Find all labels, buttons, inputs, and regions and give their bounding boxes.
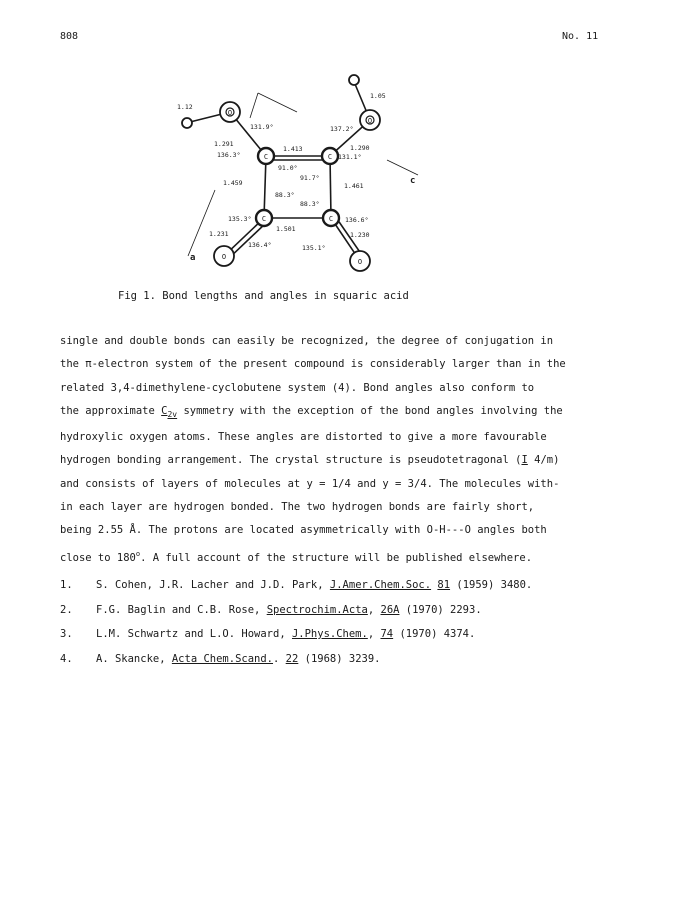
bond-length-label: 1.291 xyxy=(214,140,234,148)
bond-length-label: 1.230 xyxy=(350,231,370,239)
bond-angle-label: 91.0° xyxy=(278,164,298,172)
point-group-symbol: C xyxy=(161,404,168,417)
paragraph-line: and consists of layers of molecules at y = 1/4 and y = 3/4. The molecules with- xyxy=(60,477,560,490)
figure-caption: Fig 1. Bond lengths and angles in squaric acid xyxy=(118,290,409,302)
point-group-subscript: 2v xyxy=(167,409,178,419)
page-number: 808 xyxy=(60,31,79,42)
bond-angle-label: 135.3° xyxy=(228,215,252,223)
bond-angle-label: 136.3° xyxy=(217,151,241,159)
bond-length-label: 1.501 xyxy=(276,225,296,233)
body-paragraph xyxy=(60,330,620,570)
bond-angle-label: 136.6° xyxy=(345,216,369,224)
squaric-acid-figure xyxy=(160,68,450,278)
annotation-line xyxy=(250,93,258,118)
reference-item: 2. F.G. Baglin and C.B. Rose, Spectrochim.Acta, 26A (1970) 2293. xyxy=(60,603,482,616)
reference-item: 1. S. Cohen, J.R. Lacher and J.D. Park, J.Amer.Chem.Soc. 81 (1959) 3480. xyxy=(60,579,533,591)
paragraph-line: being 2.55 Å. The protons are located asymmetrically with O-H---O angles both xyxy=(60,524,547,537)
bond-angle-label: 131.1° xyxy=(338,153,362,161)
hydrogen-atom xyxy=(182,118,192,128)
bond-angle-label: 131.9° xyxy=(250,123,274,131)
bond-length-label: 1.459 xyxy=(223,179,243,187)
annotation-line xyxy=(258,93,297,112)
atom-label: O xyxy=(221,253,227,261)
bond-length-label: 1.231 xyxy=(209,230,229,238)
bond-length-label: 1.413 xyxy=(283,145,303,153)
bond-angle-label: 136.4° xyxy=(248,241,272,249)
hydrogen-atom xyxy=(349,75,359,85)
paragraph-line: single and double bonds can easily be recognized, the degree of conjugation in xyxy=(60,335,554,347)
axis-a-line xyxy=(188,190,215,256)
atom-label: O xyxy=(367,117,373,125)
atom-label: O xyxy=(357,258,363,266)
reference-item: 3. L.M. Schwartz and L.O. Howard, J.Phys.Chem., 74 (1970) 4374. xyxy=(60,628,476,640)
atom-label: C xyxy=(263,153,269,161)
bond-length-label: 1.461 xyxy=(344,182,364,190)
bond-length-label: 1.05 xyxy=(370,92,386,100)
bond-length-label: 1.12 xyxy=(177,103,193,111)
paragraph-line: in each layer are hydrogen bonded. The two hydrogen bonds are fairly short, xyxy=(60,501,535,514)
atom-label: O xyxy=(227,109,233,117)
paragraph-line: the approximate $C_{2v}$ symmetry with the exception of the bond angles involving the xyxy=(60,404,563,419)
degree-superscript: o xyxy=(135,549,141,558)
reference-item: 4. A. Skancke, Acta Chem.Scand.. 22 (1968) 3239. xyxy=(60,652,381,665)
bond-length-label: 1.290 xyxy=(350,144,370,152)
reference-list xyxy=(60,573,532,671)
axis-label-a: a xyxy=(190,253,196,263)
bond-c2-c3 xyxy=(330,156,331,218)
bond-angle-label: 135.1° xyxy=(302,244,326,252)
bond-angle-label: 88.3° xyxy=(275,191,295,199)
paragraph-line: related 3,4-dimethylene-cyclobutene system (4). Bond angles also conform to xyxy=(60,381,535,394)
space-group-symbol: I xyxy=(521,454,528,467)
axis-label-c: c xyxy=(410,176,416,186)
atom-label: C xyxy=(327,153,333,161)
paragraph-line: hydrogen bonding arrangement. The crystal structure is pseudotetragonal (I 4/m) xyxy=(60,454,560,467)
axis-c-line xyxy=(387,160,418,175)
bond-angle-label: 137.2° xyxy=(330,125,354,133)
bond-c1-c4 xyxy=(264,156,266,218)
paragraph-line: the π-electron system of the present compound is considerably larger than in the xyxy=(60,358,566,371)
bond-angle-label: 91.7° xyxy=(300,174,320,182)
paragraph-line: hydroxylic oxygen atoms. These angles are distorted to give a more favourable xyxy=(60,431,547,444)
paragraph-line: close to 180$^o$. A full account of the structure will be published elsewhere. xyxy=(60,549,533,564)
bond-angle-label: 88.3° xyxy=(300,200,320,208)
atom-label: C xyxy=(328,215,334,223)
atom-label: C xyxy=(261,215,267,223)
issue-number: No. 11 xyxy=(562,31,599,42)
